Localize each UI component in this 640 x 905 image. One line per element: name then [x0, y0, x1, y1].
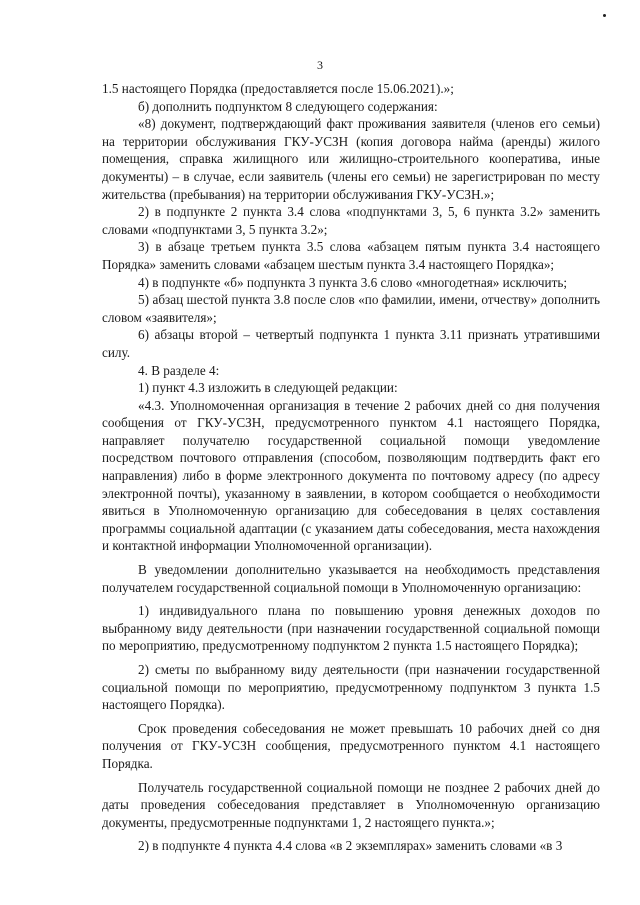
paragraph: 2) в подпункте 2 пункта 3.4 слова «подпунктами 3, 5, 6 пункта 3.2» заменить словами «подпунктами 3, 5 пункта 3.2»; [102, 204, 600, 237]
page-number: 3 [317, 58, 323, 72]
paragraph: «8) документ, подтверждающий факт проживания заявителя (членов его семьи) на территории обслуживания ГКУ-УСЗН (копия договора найма (аренды) жилого помещения, справка жилищного или жилищно-строительного кооператива, иные документы) – в случае, если заявитель (члены его семьи) не зарегистрирован по месту жительства (пребывания) на территории обслуживания ГКУ-УСЗН.»; [102, 116, 600, 202]
paragraph: б) дополнить подпунктом 8 следующего содержания: [138, 98, 438, 114]
paragraph: 6) абзацы второй – четвертый подпункта 1 пункта 3.11 признать утратившими силу. [102, 327, 600, 360]
paragraph: «4.3. Уполномоченная организация в течение 2 рабочих дней со дня получения сообщения от ГКУ-УСЗН, предусмотренного пунктом 4.1 настоящего Порядка, направляет получателю государственной социальной помощи уведомление посредством почтового отправления (способом, позволяющим подтвердить факт его направления) либо в форме электронного документа по почтовому адресу (по адресу электронной почты), указанному в заявлении, в котором сообщается о необходимости явиться в Уполномоченную организацию для собеседования в целях составления программы социальной адаптации (с указанием даты собеседования, места нахождения и контактной информации Уполномоченной организации). [102, 397, 600, 554]
paragraph: 1) пункт 4.3 изложить в следующей редакции: [138, 380, 398, 396]
paragraph: 4. В разделе 4: [138, 362, 220, 378]
paragraph: 4) в подпункте «б» подпункта 3 пункта 3.6 слово «многодетная» исключить; [138, 274, 568, 290]
document-body [102, 80, 600, 855]
paragraph: В уведомлении дополнительно указывается на необходимость представления получателем государственной социальной помощи в Уполномоченную организацию: [102, 562, 600, 595]
paragraph: 2) сметы по выбранному виду деятельности (при назначении государственной социальной помощи по мероприятию, предусмотренному подпунктом 3 пункта 1.5 настоящего Порядка). [102, 662, 600, 713]
paragraph: 3) в абзаце третьем пункта 3.5 слова «абзацем пятым пункта 3.4 настоящего Порядка» заменить словами «абзацем шестым пункта 3.4 настоящего Порядка»; [102, 239, 600, 272]
paragraph: Получатель государственной социальной помощи не позднее 2 рабочих дней до даты проведения собеседования представляет в Уполномоченную организацию документы, предусмотренные подпунктами 1, 2 настоящего пункта.»; [102, 779, 600, 830]
scan-dot-mark [603, 14, 606, 17]
paragraph: Срок проведения собеседования не может превышать 10 рабочих дней со дня получения от ГКУ-УСЗН сообщения, предусмотренного пунктом 4.1 настоящего Порядка. [102, 720, 600, 771]
paragraph: 2) в подпункте 4 пункта 4.4 слова «в 2 экземплярах» заменить словами «в 3 [138, 838, 563, 854]
paragraph: 1) индивидуального плана по повышению уровня денежных доходов по выбранному виду деятельности (при назначении государственной социальной помощи по мероприятию, предусмотренному подпунктом 2 пункта 1.5 настоящего Порядка); [102, 603, 600, 654]
paragraph: 5) абзац шестой пункта 3.8 после слов «по фамилии, имени, отчеству» дополнить словом «заявителя»; [102, 292, 600, 325]
paragraph: 1.5 настоящего Порядка (предоставляется после 15.06.2021).»; [102, 81, 454, 96]
